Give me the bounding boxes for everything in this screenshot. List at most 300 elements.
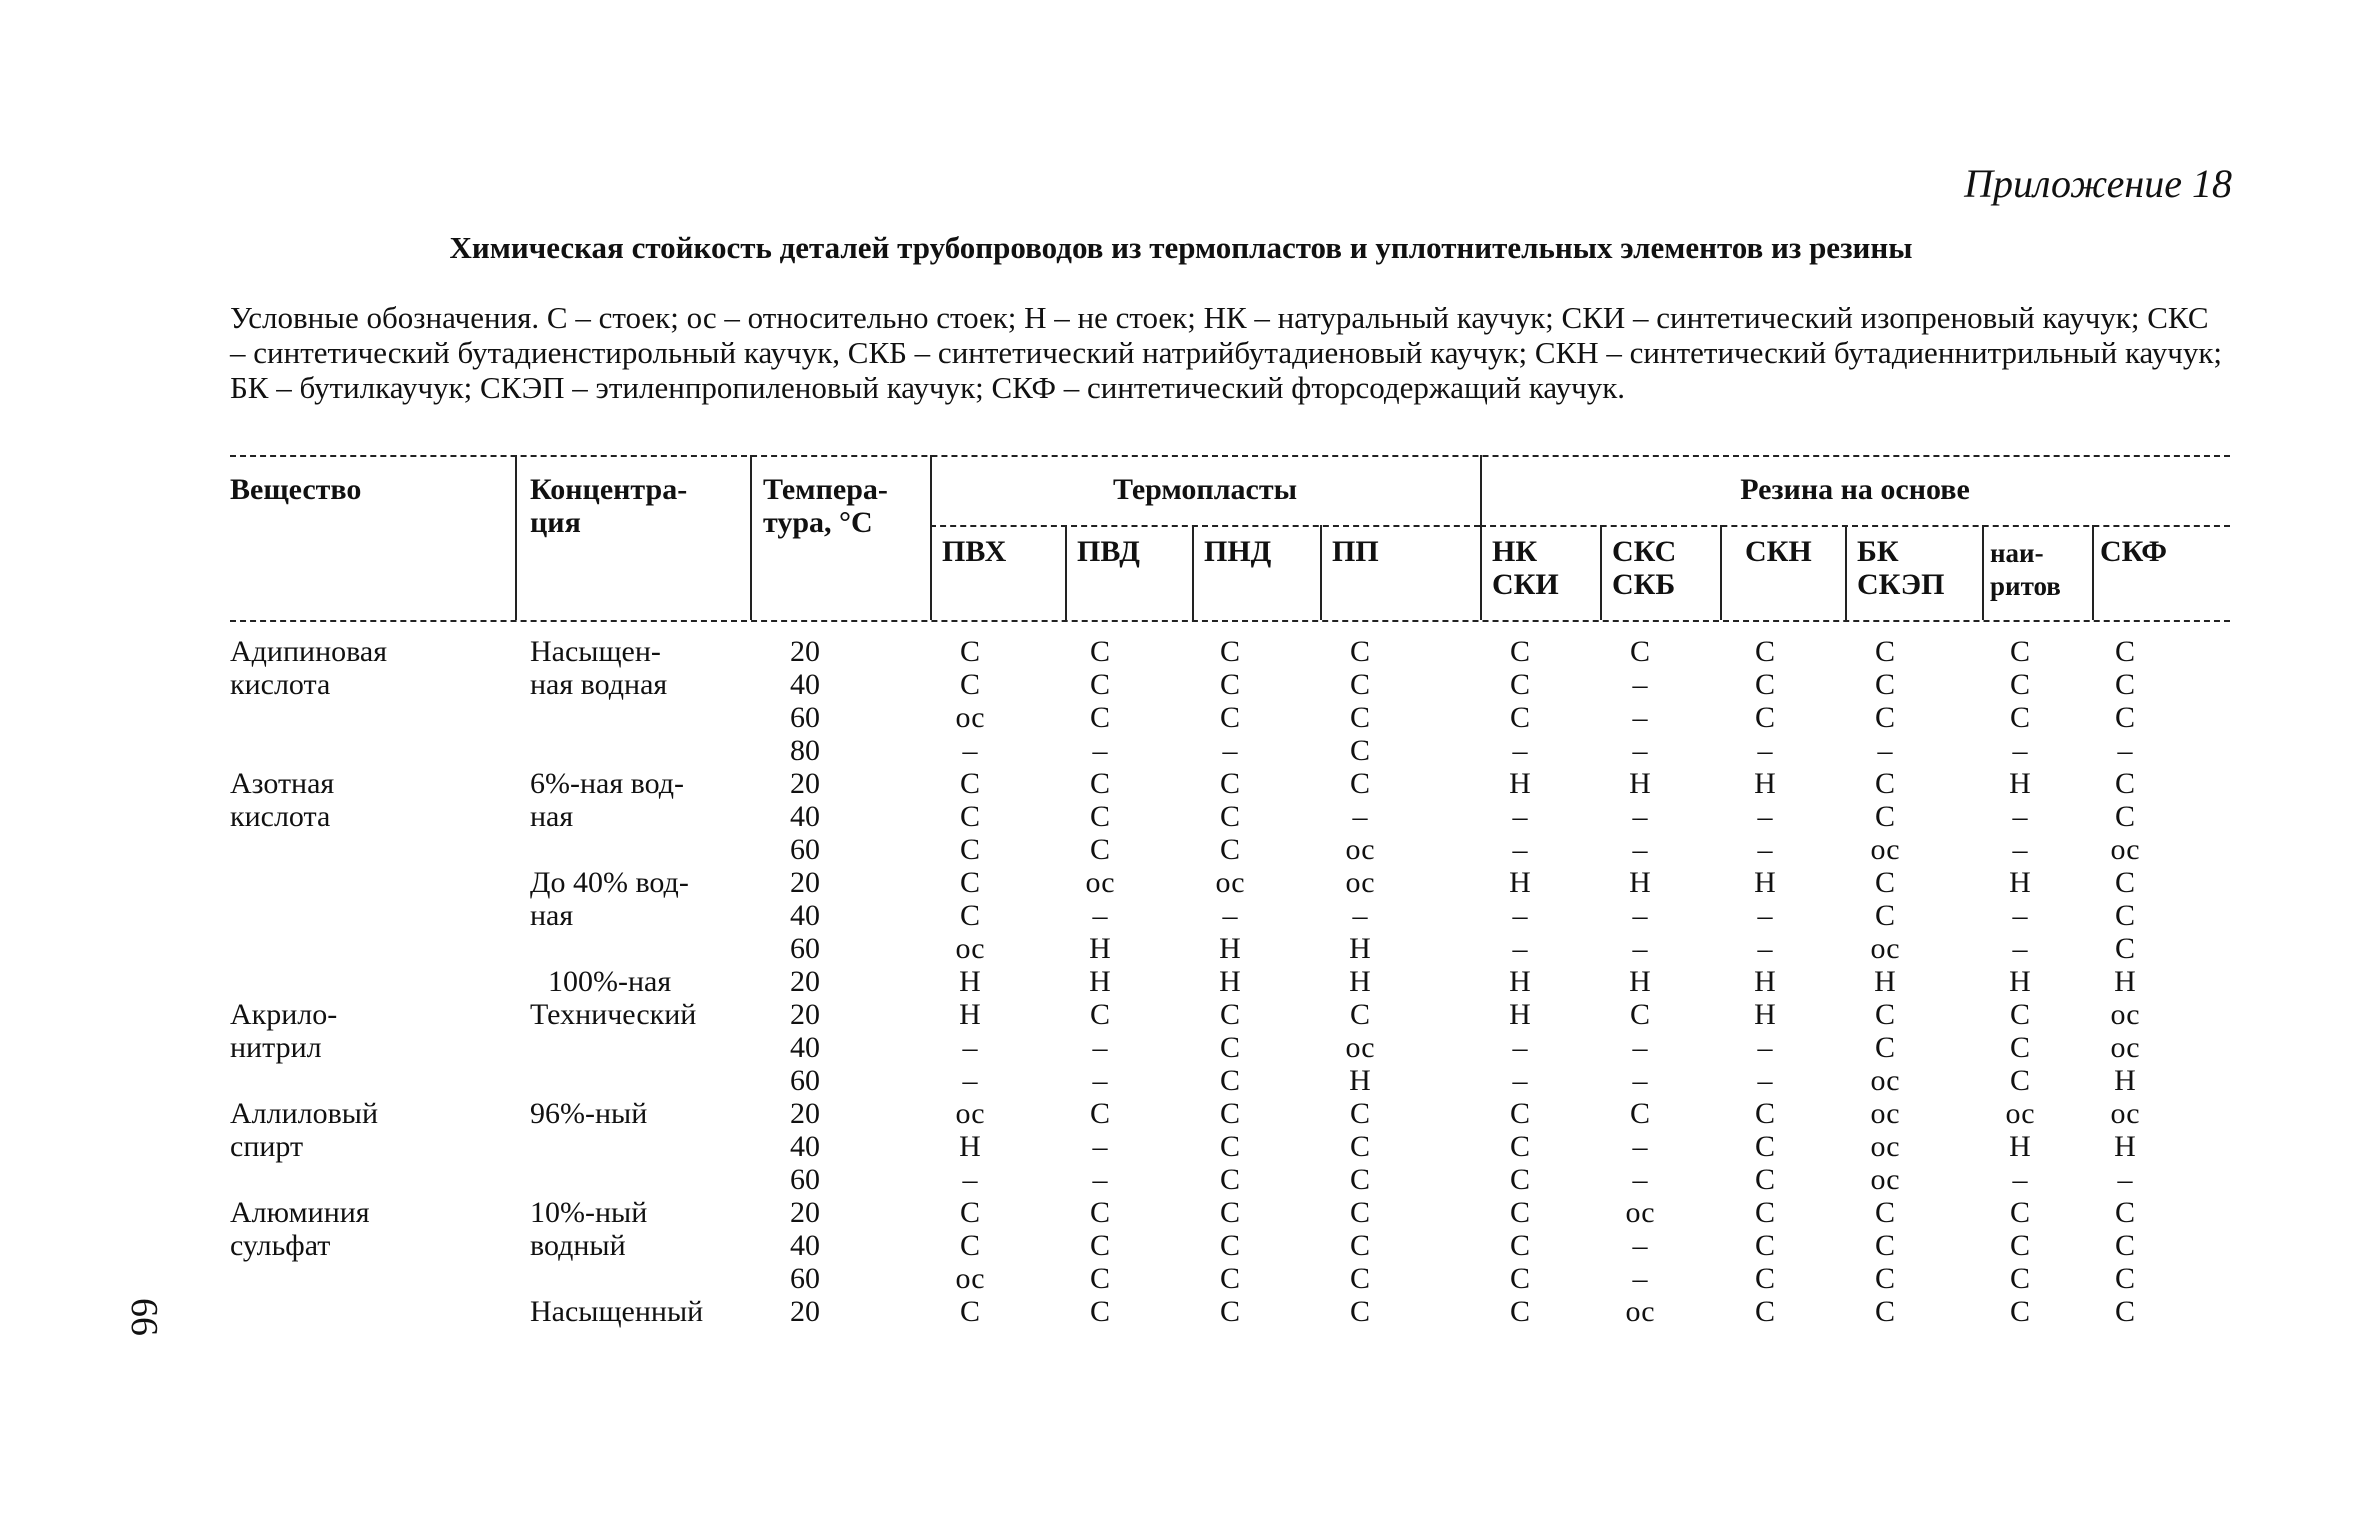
cell-value: С: [1219, 1097, 1241, 1130]
cell-value: –: [1632, 1031, 1648, 1064]
header-thermoplastics: Термопласты: [1112, 473, 1298, 506]
table-row: [230, 932, 2230, 965]
cell-value: –: [1512, 734, 1528, 767]
cell-value: С: [1509, 1097, 1531, 1130]
cell-value: С: [2009, 1229, 2031, 1262]
cell-value: С: [1874, 767, 1896, 800]
cell-value: –: [1632, 1130, 1648, 1163]
cell-value: ос: [1345, 1031, 1375, 1064]
cell-value: Н: [1754, 998, 1776, 1031]
cell-value: С: [1219, 1064, 1241, 1097]
cell-value: С: [1629, 1097, 1651, 1130]
cell-value: ос: [955, 932, 985, 965]
cell-value: С: [1089, 998, 1111, 1031]
header-bk: БК: [1857, 535, 1899, 568]
cell-value: С: [1219, 767, 1241, 800]
cell-value: ос: [1345, 866, 1375, 899]
legend-text: Условные обозначения. С – стоек; ос – относительно стоек; Н – не стоек; НК – натуральный каучук; СКИ – синтетический изопреновый каучук; СКС – синтетический бутадиенстирольный каучук, СКБ – синтетический натрийбутадиеновый каучук; СКН – синтетический бутадиеннитрильный каучук; БК – бутилкаучук; СКЭП – этиленпропиленовый каучук; СКФ – синтетический фторсодержащий каучук.: [230, 300, 2223, 405]
cell-value: –: [2117, 734, 2133, 767]
cell-value: –: [2012, 899, 2028, 932]
cell-value: Н: [1509, 866, 1531, 899]
col-divider: [1192, 525, 1194, 620]
cell-concentration: Насыщенный: [530, 1295, 704, 1328]
cell-value: Н: [959, 965, 981, 998]
cell-value: С: [1874, 800, 1896, 833]
cell-value: ос: [1870, 1097, 1900, 1130]
cell-value: –: [1222, 734, 1238, 767]
cell-value: ос: [1870, 1163, 1900, 1196]
cell-value: –: [1877, 734, 1893, 767]
cell-value: Н: [1629, 965, 1651, 998]
cell-substance: Акрило-: [230, 998, 338, 1031]
table-row: [230, 1097, 2230, 1130]
cell-value: Н: [1509, 965, 1531, 998]
cell-value: –: [1512, 899, 1528, 932]
cell-value: С: [1089, 767, 1111, 800]
cell-value: Н: [1629, 866, 1651, 899]
cell-value: С: [2114, 1295, 2136, 1328]
cell-value: –: [1092, 1130, 1108, 1163]
cell-value: С: [1629, 635, 1651, 668]
cell-value: С: [1509, 1196, 1531, 1229]
cell-value: –: [2012, 1163, 2028, 1196]
cell-value: ос: [1870, 932, 1900, 965]
cell-value: –: [1512, 1031, 1528, 1064]
cell-value: С: [1754, 1262, 1776, 1295]
cell-value: С: [1349, 1097, 1371, 1130]
cell-value: ос: [1345, 833, 1375, 866]
cell-value: –: [1512, 932, 1528, 965]
cell-value: Н: [1754, 965, 1776, 998]
cell-value: Н: [959, 998, 981, 1031]
cell-value: С: [1219, 1229, 1241, 1262]
cell-value: ос: [1215, 866, 1245, 899]
cell-value: С: [1089, 1262, 1111, 1295]
cell-value: С: [1874, 668, 1896, 701]
cell-value: –: [1757, 800, 1773, 833]
cell-temperature: 20: [790, 965, 820, 998]
cell-value: –: [1632, 932, 1648, 965]
cell-value: С: [2009, 1295, 2031, 1328]
cell-value: С: [2114, 899, 2136, 932]
cell-temperature: 20: [790, 1097, 820, 1130]
cell-value: С: [1874, 1196, 1896, 1229]
table-row: [230, 965, 2230, 998]
cell-value: С: [1089, 833, 1111, 866]
cell-value: С: [1874, 1262, 1896, 1295]
table-row: [230, 833, 2230, 866]
cell-value: –: [1512, 833, 1528, 866]
header-temperature-1: Темпера-: [763, 473, 888, 506]
cell-substance: Азотная: [230, 767, 335, 800]
cell-value: С: [1874, 1229, 1896, 1262]
cell-value: –: [2012, 734, 2028, 767]
cell-concentration: 6%-ная вод-: [530, 767, 684, 800]
cell-temperature: 60: [790, 1262, 820, 1295]
cell-substance: нитрил: [230, 1031, 322, 1064]
cell-value: С: [1089, 668, 1111, 701]
cell-value: –: [1632, 1262, 1648, 1295]
cell-value: Н: [959, 1130, 981, 1163]
cell-value: С: [1754, 1295, 1776, 1328]
cell-value: –: [1632, 701, 1648, 734]
col-divider: [1065, 525, 1067, 620]
cell-substance: Алюминия: [230, 1196, 370, 1229]
cell-value: ос: [955, 701, 985, 734]
cell-value: С: [1349, 998, 1371, 1031]
cell-substance: сульфат: [230, 1229, 331, 1262]
cell-value: Н: [2009, 767, 2031, 800]
cell-concentration: ная: [530, 899, 574, 932]
cell-value: –: [1632, 734, 1648, 767]
cell-value: С: [959, 767, 981, 800]
cell-value: С: [1219, 701, 1241, 734]
cell-value: Н: [2009, 1130, 2031, 1163]
cell-value: Н: [1349, 1064, 1371, 1097]
cell-temperature: 20: [790, 1196, 820, 1229]
cell-concentration: 96%-ный: [530, 1097, 648, 1130]
cell-value: С: [1219, 1262, 1241, 1295]
cell-value: –: [1092, 734, 1108, 767]
table-row: [230, 734, 2230, 767]
cell-substance: кислота: [230, 668, 331, 701]
cell-value: –: [2117, 1163, 2133, 1196]
cell-value: С: [1349, 635, 1371, 668]
cell-value: –: [1757, 1064, 1773, 1097]
cell-value: С: [1874, 998, 1896, 1031]
cell-value: С: [1349, 734, 1371, 767]
cell-value: С: [959, 800, 981, 833]
cell-temperature: 20: [790, 1295, 820, 1328]
cell-value: С: [959, 866, 981, 899]
cell-value: ос: [2110, 833, 2140, 866]
table-top-rule: [230, 455, 2230, 457]
cell-value: С: [1219, 635, 1241, 668]
cell-value: –: [962, 1064, 978, 1097]
cell-substance: Аллиловый: [230, 1097, 379, 1130]
cell-value: –: [1757, 1031, 1773, 1064]
cell-value: Н: [1754, 767, 1776, 800]
cell-value: С: [1349, 668, 1371, 701]
cell-substance: Адипиновая: [230, 635, 388, 668]
cell-value: –: [1757, 734, 1773, 767]
cell-value: –: [1632, 899, 1648, 932]
cell-value: Н: [1219, 965, 1241, 998]
header-nk: НК: [1492, 535, 1538, 568]
cell-value: С: [2114, 866, 2136, 899]
cell-concentration: ная: [530, 800, 574, 833]
cell-value: –: [1757, 833, 1773, 866]
cell-value: С: [959, 833, 981, 866]
header-temperature-2: тура, °С: [763, 506, 873, 539]
cell-value: С: [2009, 1064, 2031, 1097]
cell-temperature: 20: [790, 998, 820, 1031]
col-divider: [750, 455, 752, 620]
cell-value: С: [1509, 668, 1531, 701]
col-divider: [1982, 525, 1984, 620]
cell-value: Н: [2114, 1130, 2136, 1163]
cell-value: С: [1509, 1262, 1531, 1295]
cell-value: –: [962, 1163, 978, 1196]
cell-value: С: [1089, 1229, 1111, 1262]
cell-value: С: [1219, 668, 1241, 701]
header-pvh: ПВХ: [942, 535, 1007, 568]
cell-value: С: [1089, 635, 1111, 668]
cell-value: С: [2009, 1031, 2031, 1064]
cell-value: С: [2114, 800, 2136, 833]
cell-value: С: [2114, 1229, 2136, 1262]
cell-value: С: [1089, 1295, 1111, 1328]
cell-temperature: 60: [790, 932, 820, 965]
header-rubber: Резина на основе: [1740, 473, 1970, 506]
header-skb: СКБ: [1612, 568, 1676, 601]
cell-value: С: [959, 1196, 981, 1229]
cell-value: С: [959, 899, 981, 932]
cell-value: –: [962, 1031, 978, 1064]
header-substance: Вещество: [230, 473, 362, 506]
cell-value: Н: [1509, 767, 1531, 800]
rubber-rule: [1480, 525, 2230, 527]
cell-value: С: [1509, 701, 1531, 734]
cell-value: Н: [1509, 998, 1531, 1031]
cell-temperature: 20: [790, 866, 820, 899]
cell-value: С: [2114, 1196, 2136, 1229]
cell-value: С: [1349, 1229, 1371, 1262]
col-divider: [1845, 525, 1847, 620]
cell-value: –: [962, 734, 978, 767]
cell-value: –: [1352, 800, 1368, 833]
cell-value: С: [1219, 800, 1241, 833]
cell-value: С: [2009, 701, 2031, 734]
cell-temperature: 40: [790, 1031, 820, 1064]
cell-value: С: [959, 668, 981, 701]
cell-substance: спирт: [230, 1130, 304, 1163]
cell-value: С: [959, 1229, 981, 1262]
cell-substance: кислота: [230, 800, 331, 833]
cell-temperature: 20: [790, 635, 820, 668]
cell-value: –: [1632, 800, 1648, 833]
cell-value: –: [2012, 932, 2028, 965]
cell-value: Н: [2114, 965, 2136, 998]
cell-value: С: [1349, 1262, 1371, 1295]
page-number: 66: [123, 1298, 165, 1336]
cell-value: С: [1219, 998, 1241, 1031]
thermoplastics-rule: [930, 525, 1480, 527]
cell-value: С: [1754, 1163, 1776, 1196]
cell-temperature: 20: [790, 767, 820, 800]
cell-value: С: [2009, 668, 2031, 701]
cell-value: С: [1874, 635, 1896, 668]
cell-temperature: 40: [790, 800, 820, 833]
cell-value: ос: [955, 1262, 985, 1295]
header-sks: СКС: [1612, 535, 1677, 568]
cell-value: С: [1629, 998, 1651, 1031]
cell-value: С: [1219, 1295, 1241, 1328]
cell-value: С: [1754, 1229, 1776, 1262]
cell-value: С: [1219, 1130, 1241, 1163]
cell-temperature: 40: [790, 668, 820, 701]
appendix-label: Приложение 18: [1964, 161, 2232, 206]
header-skf: СКФ: [2100, 535, 2167, 568]
cell-value: –: [1092, 1064, 1108, 1097]
col-divider: [1320, 525, 1322, 620]
cell-value: С: [1089, 1196, 1111, 1229]
cell-value: С: [2114, 635, 2136, 668]
table-row: [230, 1130, 2230, 1163]
cell-value: Н: [1349, 932, 1371, 965]
header-concentration-2: ция: [530, 506, 581, 539]
cell-value: С: [1349, 767, 1371, 800]
table-row: [230, 899, 2230, 932]
cell-temperature: 80: [790, 734, 820, 767]
cell-value: С: [1874, 1031, 1896, 1064]
cell-value: ос: [955, 1097, 985, 1130]
cell-value: –: [1092, 1031, 1108, 1064]
cell-value: Н: [2114, 1064, 2136, 1097]
col-divider: [1600, 525, 1602, 620]
header-ski: СКИ: [1492, 568, 1559, 601]
cell-value: С: [1219, 1196, 1241, 1229]
cell-value: –: [1512, 800, 1528, 833]
cell-temperature: 60: [790, 1064, 820, 1097]
table-row: [230, 1031, 2230, 1064]
cell-value: С: [1754, 701, 1776, 734]
header-skep: СКЭП: [1857, 568, 1945, 601]
cell-value: –: [1092, 899, 1108, 932]
page-title: Химическая стойкость деталей трубопроводов из термопластов и уплотнительных элементов из резины: [449, 230, 1913, 265]
cell-value: Н: [1089, 965, 1111, 998]
cell-temperature: 60: [790, 1163, 820, 1196]
cell-value: Н: [1629, 767, 1651, 800]
cell-value: ос: [1085, 866, 1115, 899]
cell-value: С: [1509, 1295, 1531, 1328]
cell-value: Н: [1754, 866, 1776, 899]
header-pnd: ПНД: [1204, 535, 1272, 568]
cell-value: С: [1219, 833, 1241, 866]
cell-value: С: [1874, 1295, 1896, 1328]
cell-value: –: [1092, 1163, 1108, 1196]
cell-value: –: [1632, 1229, 1648, 1262]
cell-value: –: [1352, 899, 1368, 932]
cell-value: –: [1757, 899, 1773, 932]
table-row: [230, 668, 2230, 701]
cell-value: –: [1632, 1163, 1648, 1196]
header-nairit-1: наи-: [1990, 538, 2044, 568]
cell-value: С: [2114, 668, 2136, 701]
cell-value: С: [2009, 1262, 2031, 1295]
cell-value: С: [959, 1295, 981, 1328]
col-divider: [2092, 525, 2094, 620]
cell-value: –: [1222, 899, 1238, 932]
cell-temperature: 60: [790, 833, 820, 866]
cell-concentration: Технический: [530, 998, 697, 1031]
cell-value: С: [2114, 767, 2136, 800]
cell-value: Н: [2009, 866, 2031, 899]
cell-value: С: [1874, 899, 1896, 932]
cell-value: ос: [2005, 1097, 2035, 1130]
cell-value: С: [1349, 701, 1371, 734]
header-concentration-1: Концентра-: [530, 473, 688, 506]
cell-value: Н: [2009, 965, 2031, 998]
cell-value: Н: [1349, 965, 1371, 998]
header-bottom-rule: [230, 620, 2230, 622]
cell-value: ос: [1625, 1196, 1655, 1229]
cell-value: –: [2012, 800, 2028, 833]
cell-value: Н: [1219, 932, 1241, 965]
cell-value: ос: [1870, 1064, 1900, 1097]
cell-value: –: [1632, 668, 1648, 701]
cell-value: –: [1757, 932, 1773, 965]
cell-value: Н: [1089, 932, 1111, 965]
cell-value: С: [1754, 1196, 1776, 1229]
cell-value: С: [1874, 701, 1896, 734]
cell-temperature: 60: [790, 701, 820, 734]
cell-value: С: [959, 635, 981, 668]
table-row: [230, 1196, 2230, 1229]
table-row: [230, 800, 2230, 833]
cell-value: С: [1754, 668, 1776, 701]
cell-value: –: [1632, 833, 1648, 866]
cell-value: С: [1349, 1295, 1371, 1328]
table-row: [230, 1262, 2230, 1295]
cell-value: С: [2009, 998, 2031, 1031]
cell-temperature: 40: [790, 1130, 820, 1163]
cell-temperature: 40: [790, 1229, 820, 1262]
cell-value: С: [1089, 800, 1111, 833]
cell-value: ос: [2110, 1097, 2140, 1130]
cell-value: С: [1349, 1130, 1371, 1163]
cell-value: С: [2114, 701, 2136, 734]
cell-value: С: [2114, 1262, 2136, 1295]
table-row: [230, 1229, 2230, 1262]
cell-concentration: ная водная: [530, 668, 668, 701]
table-row: [230, 1163, 2230, 1196]
table-row: [230, 998, 2230, 1031]
cell-concentration: Насыщен-: [530, 635, 661, 668]
cell-value: С: [1874, 866, 1896, 899]
cell-value: С: [1349, 1163, 1371, 1196]
cell-value: С: [1349, 1196, 1371, 1229]
cell-value: –: [1632, 1064, 1648, 1097]
cell-value: С: [2009, 1196, 2031, 1229]
cell-value: С: [1219, 1163, 1241, 1196]
header-pp: ПП: [1332, 535, 1379, 568]
cell-value: ос: [1625, 1295, 1655, 1328]
table-row: [230, 635, 2230, 668]
cell-concentration: водный: [530, 1229, 626, 1262]
cell-concentration: 100%-ная: [548, 965, 672, 998]
cell-value: ос: [2110, 1031, 2140, 1064]
cell-value: С: [1754, 635, 1776, 668]
table-row: [230, 1295, 2230, 1328]
cell-value: ос: [2110, 998, 2140, 1031]
cell-temperature: 40: [790, 899, 820, 932]
header-pvd: ПВД: [1077, 535, 1140, 568]
cell-value: С: [2009, 635, 2031, 668]
table-row: [230, 767, 2230, 800]
cell-value: С: [1509, 1130, 1531, 1163]
cell-value: ос: [1870, 1130, 1900, 1163]
header-skn: СКН: [1745, 535, 1812, 568]
cell-value: С: [1754, 1130, 1776, 1163]
cell-value: С: [1754, 1097, 1776, 1130]
cell-value: ос: [1870, 833, 1900, 866]
table-row: [230, 701, 2230, 734]
cell-concentration: До 40% вод-: [530, 866, 689, 899]
col-divider: [1720, 525, 1722, 620]
cell-value: –: [2012, 833, 2028, 866]
cell-value: Н: [1874, 965, 1896, 998]
